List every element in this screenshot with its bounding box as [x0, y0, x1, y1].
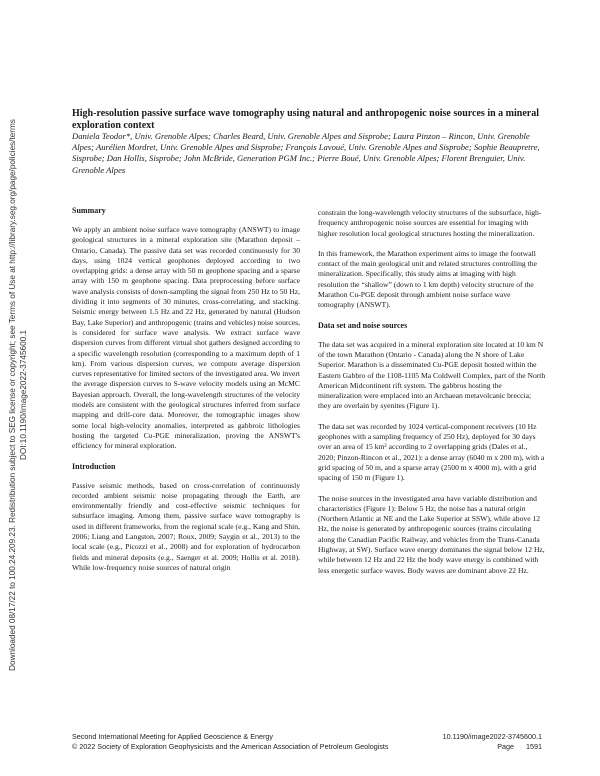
intro-continued-text: constrain the long-wavelength velocity structures of the subsurface, high-frequency anthropogenic noise sources are essential for imaging with higher resolution local geological structures hosting the mineralization.	[318, 208, 542, 238]
summary-text: We apply an ambient noise surface wave tomography (ANSWT) to image geological structures in a mineral exploration site (Marathon deposit – Ontario, Canada). The passive data set was recorded continuously for 30 days, using 1024 vertical geophones deployed according to two overlapping grids: a dense array with 50 m geophone spacing and a sparse array with 150 m geophone spacing. Data preprocessing before surface wave analysis consists of down-sampling the signal from 250 Hz to 50 Hz, dividing it into segments of 30 minutes, cross-correlating, and stacking. Seismic energy between 1.5 Hz and 22 Hz, generated by natural (Hudson Bay, Lake Superior) and anthropogenic (trains and vehicles) noise sources, is considered for surface wave analysis. We extract surface wave dispersion curves from different virtual shot gathers designed according to a specific wavelength resolution (corresponding to a maximum depth of 1 km). From various dispersion curves, we compute average dispersion curves representative for limited sectors of the investigated area. We invert the average dispersion curves to S-wave velocity models using an McMC Bayesian approach. Overall, the long-wavelength structures of the velocity models are consistent with the geological structures inferred from surface mapping and drill-core data. Moreover, the tomographic images show some local high-velocity anomalies, interpreted as gabbroic lithologies hosting the targeted Cu-PGE mineralization, proving the ANSWT's efficiency for mineral exploration.	[72, 225, 300, 451]
author-list: Daniela Teodor*, Univ. Grenoble Alpes; Charles Beard, Univ. Grenoble Alpes and Sisprobe; Laura Pinzon – Rincon, Univ. Grenoble Alpes; Aurélien Mordret, Univ. Grenoble Alpes and Sisprobe; François Lavoué, Univ. Grenoble Alpes and Sisprobe; Sophie Beaupretre, Sisprobe; Dan Hollis, Sisprobe; John McBride, Generation PGM Inc.; Pierre Boué, Univ. Grenoble Alpes; Florent Brenguier, Univ. Grenoble Alpes	[72, 131, 540, 175]
dataset-text-1: The data set was acquired in a mineral exploration site located at 10 km N of the town Marathon (Ontario - Canada) along the N shore of Lake Superior. Marathon is a disseminated Cu-PGE deposit hosted within the Eastern Gabbro of the 1108-1105 Ma Coldwell Complex, part of the North American Midcontinent rift system. The gabbros hosting the mineralization were emplaced into an Archaean metavolcanic breccia; they are overlain by syenites (Figure 1).	[318, 339, 546, 411]
page-number: 1591	[526, 741, 542, 751]
page-label: Page	[497, 741, 514, 751]
noise-sources-text: The noise sources in the investigated area have variable distribution and characteristics (Figure 1): Below 5 Hz, the noise has a natural origin (Northern Atlantic at NE and the Lake Superior at SSW), while above 12 Hz, the noise is generated by anthropogenic sources (trains circulating along the Canadian Pacific Railway, and vehicles from the Trans-Canada Highway, at SW). Surface wave energy dominates the signal below 12 Hz, while between 12 Hz and 22 Hz the body wave energy is combined with less energetic surface waves. Body waves are dominant above 22 Hz.	[318, 493, 545, 575]
introduction-heading: Introduction	[72, 461, 116, 471]
doi-sidenote: DOI:10.1190/image2022-3745600.1	[19, 329, 28, 461]
footer-doi: 10.1190/image2022-3745600.1	[442, 732, 542, 741]
dataset-heading: Data set and noise sources	[318, 320, 408, 330]
paper-title: High-resolution passive surface wave tomography using natural and anthropogenic noise sources in a mineral exploration context	[72, 108, 539, 131]
download-sidenote	[5, 95, 35, 695]
dataset-text-2: The data set was recorded by 1024 vertical-component receivers (10 Hz geophones with a sampling frequency of 250 Hz), deployed for 30 days over an area of 15 km² according to 2 overlapping grids (Dales et al., 2020; Pinzon-Rincon et al., 2021): a dense array (6040 m x 200 m), with a grid spacing of 50 m, and a sparse array (2500 m x 4000 m), with a grid spacing of 150 m (Figure 1).	[318, 421, 545, 483]
download-notice: Downloaded 08/17/22 to 100.24.209.23. Redistribution subject to SEG license or copyright; see Terms of Use at http://library.seg.org/page/policies/terms	[8, 119, 17, 671]
framework-text: In this framework, the Marathon experiment aims to image the footwall contact of the main geological unit and related structures controlling the mineralization. Specifically, this study aims at imaging with high resolution the “shallow” (down to 1 km depth) velocity structure of the Marathon Cu-PGE deposit through ambient noise surface wave tomography (ANSWT).	[318, 248, 537, 310]
page-footer	[72, 732, 542, 751]
summary-heading: Summary	[72, 206, 106, 215]
right-column	[318, 208, 546, 586]
introduction-text: Passive seismic methods, based on cross-correlation of continuously recorded ambient seismic noise propagating through the Earth, are environmentally friendly and cost-effective seismic techniques for subsurface imaging. Among them, passive surface wave tomography is used in different frameworks, from the regional scale (e.g., Kang and Shin, 2006; Liang and Langston, 2007; Roux, 2009; Saygin et al., 2013) to the local scale (e.g., Picozzi et al., 2008) and for exploration of hydrocarbon fields and mineral deposits (e.g., Saenger et al. 2009; Hollis et al. 2018). While low-frequency noise sources of natural origin	[72, 480, 300, 572]
meeting-name: Second International Meeting for Applied Geoscience & Energy	[72, 732, 273, 741]
copyright-notice: © 2022 Society of Exploration Geophysicists and the American Association of Petroleum Geologists	[72, 741, 389, 751]
left-column	[72, 206, 300, 583]
